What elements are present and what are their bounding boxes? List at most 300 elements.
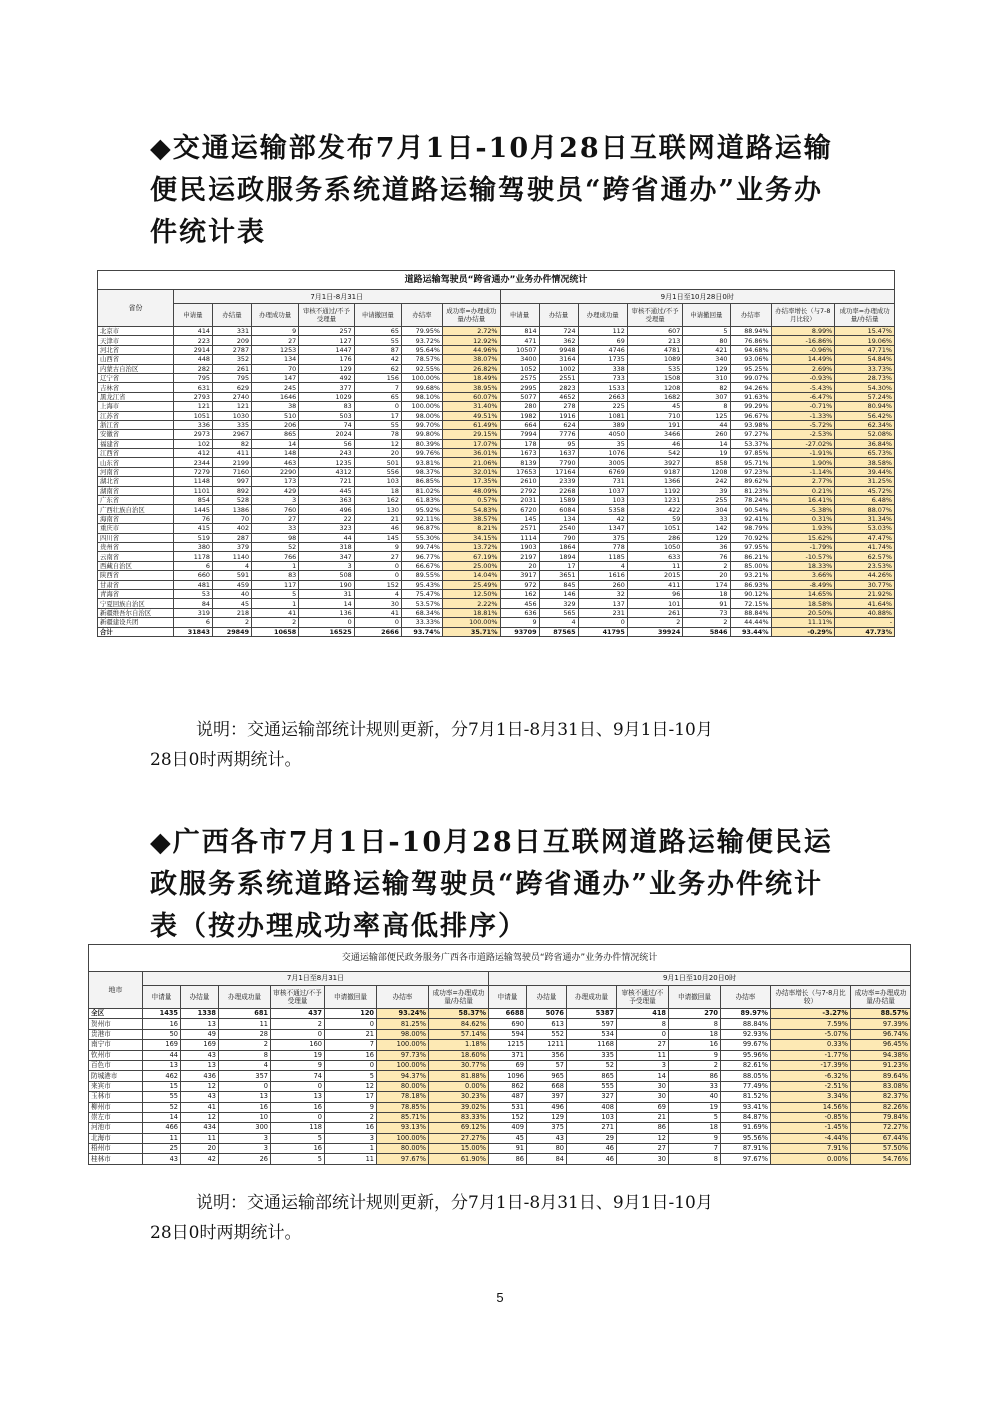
cell-value: 336 xyxy=(173,420,212,429)
row-label: 贺州市 xyxy=(89,1019,143,1029)
cell-value: 411 xyxy=(213,449,252,458)
cell-value: 471 xyxy=(500,336,539,345)
cell-value: 1051 xyxy=(173,411,212,420)
cell-value: 2 xyxy=(213,618,252,627)
cell-value: 31 xyxy=(299,589,354,598)
cell-value: 87.91% xyxy=(721,1144,771,1154)
cell-value: 97.85% xyxy=(730,449,771,458)
cell-value: 565 xyxy=(539,608,578,617)
cell-value: 18 xyxy=(669,1123,721,1133)
cell-value: 340 xyxy=(683,355,730,364)
cell-value: 415 xyxy=(173,524,212,533)
cell-value: 25 xyxy=(143,1144,181,1154)
cell-value: 594 xyxy=(489,1029,527,1039)
cell-value: 147 xyxy=(252,373,299,382)
cell-value: 766 xyxy=(252,552,299,561)
cell-value: 22 xyxy=(299,514,354,523)
cell-value: 542 xyxy=(627,449,682,458)
cell-value: 95.96% xyxy=(721,1050,771,1060)
cell-value: 858 xyxy=(683,458,730,467)
row-label: 玉林市 xyxy=(89,1092,143,1102)
cell-value: 55 xyxy=(354,420,401,429)
cell-value: 319 xyxy=(173,608,212,617)
cell-value: 129 xyxy=(299,364,354,373)
cell-value: 130 xyxy=(354,505,401,514)
cell-value: 134 xyxy=(539,514,578,523)
cell-value: 81.25% xyxy=(377,1019,429,1029)
cell-value: 32 xyxy=(578,589,627,598)
cell-value: 377 xyxy=(299,383,354,392)
column-header: 办结量 xyxy=(213,304,252,327)
cell-value: 2666 xyxy=(354,627,401,636)
cell-value: 93.21% xyxy=(730,571,771,580)
row-label: 内蒙古自治区 xyxy=(98,364,174,373)
cell-value: 174 xyxy=(683,580,730,589)
cell-value: 15.62% xyxy=(771,533,835,542)
row-label: 黑龙江省 xyxy=(98,392,174,401)
cell-value: 2740 xyxy=(213,392,252,401)
cell-value: 129 xyxy=(527,1112,567,1122)
cell-value: 1052 xyxy=(500,364,539,373)
row-label: 柳州市 xyxy=(89,1102,143,1112)
cell-value: 0 xyxy=(325,1019,377,1029)
cell-value: 0 xyxy=(271,1112,325,1122)
cell-value: 5 xyxy=(683,327,730,336)
cell-value: 459 xyxy=(213,580,252,589)
cell-value: 112 xyxy=(578,327,627,336)
cell-value: 14 xyxy=(617,1071,669,1081)
cell-value: 42 xyxy=(578,514,627,523)
cell-value: 613 xyxy=(527,1019,567,1029)
cell-value: 62.34% xyxy=(835,420,895,429)
cell-value: 5 xyxy=(325,1071,377,1081)
cell-value: 15.47% xyxy=(835,327,895,336)
cell-value: 501 xyxy=(354,458,401,467)
cell-value: -5.72% xyxy=(771,420,835,429)
table-row xyxy=(98,571,895,580)
cell-value: 16 xyxy=(219,1102,271,1112)
cell-value: 409 xyxy=(489,1123,527,1133)
row-label: 上海市 xyxy=(98,402,174,411)
cell-value: 307 xyxy=(683,392,730,401)
cell-value: 280 xyxy=(500,402,539,411)
cell-value: 60.07% xyxy=(443,392,501,401)
cell-value: 397 xyxy=(527,1092,567,1102)
cell-value: -5.07% xyxy=(771,1029,851,1039)
cell-value: 1253 xyxy=(252,345,299,354)
row-label: 宁夏回族自治区 xyxy=(98,599,174,608)
cell-value: 0 xyxy=(578,618,627,627)
cell-value: 11 xyxy=(627,561,682,570)
cell-value: 338 xyxy=(578,364,627,373)
cell-value: 10 xyxy=(219,1112,271,1122)
column-header: 办理成功量 xyxy=(567,986,617,1009)
cell-value: 865 xyxy=(567,1071,617,1081)
cell-value: 191 xyxy=(627,420,682,429)
cell-value: 1030 xyxy=(213,411,252,420)
cell-value: 38.58% xyxy=(835,458,895,467)
cell-value: 16 xyxy=(271,1102,325,1112)
cell-value: 10658 xyxy=(252,627,299,636)
cell-value: 664 xyxy=(500,420,539,429)
cell-value: 27 xyxy=(252,336,299,345)
cell-value: 74 xyxy=(299,420,354,429)
row-label: 河北省 xyxy=(98,345,174,354)
cell-value: 38 xyxy=(252,402,299,411)
cell-value: 2.72% xyxy=(443,327,501,336)
cell-value: 21 xyxy=(325,1029,377,1039)
cell-value: 72.15% xyxy=(730,599,771,608)
cell-value: 10507 xyxy=(500,345,539,354)
cell-value: - xyxy=(835,618,895,627)
cell-value: 84.62% xyxy=(429,1019,489,1029)
cell-value: 88.84% xyxy=(721,1019,771,1029)
table-row xyxy=(98,580,895,589)
cell-value: 54.84% xyxy=(835,355,895,364)
cell-value: 721 xyxy=(299,477,354,486)
cell-value: -8.49% xyxy=(771,580,835,589)
page-number: 5 xyxy=(496,1290,504,1305)
cell-value: 375 xyxy=(527,1123,567,1133)
cell-value: 85.71% xyxy=(377,1112,429,1122)
column-header: 申请撤回量 xyxy=(669,986,721,1009)
cell-value: 1081 xyxy=(578,411,627,420)
cell-value: 40.88% xyxy=(835,608,895,617)
cell-value: 1637 xyxy=(539,449,578,458)
cell-value: 597 xyxy=(567,1019,617,1029)
cell-value: 2 xyxy=(325,1112,377,1122)
cell-value: 2 xyxy=(252,618,299,627)
note-guangxi xyxy=(150,1188,850,1248)
cell-value: 0 xyxy=(325,1060,377,1070)
cell-value: 96.77% xyxy=(401,552,442,561)
row-label: 钦州市 xyxy=(89,1050,143,1060)
table-row xyxy=(98,533,895,542)
cell-value: 552 xyxy=(527,1029,567,1039)
table-row xyxy=(89,1050,911,1060)
cell-value: -0.93% xyxy=(771,373,835,382)
cell-value: 0.00% xyxy=(429,1081,489,1091)
cell-value: 65 xyxy=(354,327,401,336)
cell-value: 1029 xyxy=(299,392,354,401)
cell-value: 8 xyxy=(617,1019,669,1029)
cell-value: 82.61% xyxy=(721,1060,771,1070)
cell-value: 1894 xyxy=(539,552,578,561)
cell-value: 31.34% xyxy=(835,514,895,523)
cell-value: 12 xyxy=(325,1081,377,1091)
cell-value: 6.48% xyxy=(835,496,895,505)
cell-value: -1.79% xyxy=(771,542,835,551)
cell-value: 83 xyxy=(299,402,354,411)
note-national-line2: 28日0时两期统计。 xyxy=(150,750,302,770)
row-label: 广东省 xyxy=(98,496,174,505)
cell-value: 81.88% xyxy=(429,1071,489,1081)
cell-value: 125 xyxy=(683,411,730,420)
cell-value: 29849 xyxy=(213,627,252,636)
table-row xyxy=(98,599,895,608)
cell-value: 99.68% xyxy=(401,383,442,392)
cell-value: 58.37% xyxy=(429,1009,489,1019)
row-label: 全区 xyxy=(89,1009,143,1019)
table-row xyxy=(98,430,895,439)
cell-value: 9 xyxy=(271,1060,325,1070)
cell-value: 44 xyxy=(299,533,354,542)
row-label: 浙江省 xyxy=(98,420,174,429)
cell-value: 98.37% xyxy=(401,467,442,476)
cell-value: -3.27% xyxy=(771,1009,851,1019)
cell-value: 0.33% xyxy=(771,1040,851,1050)
cell-value: 11 xyxy=(325,1154,377,1164)
cell-value: 41795 xyxy=(578,627,627,636)
column-header: 办结量 xyxy=(181,986,219,1009)
cell-value: 2199 xyxy=(213,458,252,467)
row-label: 南宁市 xyxy=(89,1040,143,1050)
cell-value: 1114 xyxy=(500,533,539,542)
row-label: 新疆维吾尔自治区 xyxy=(98,608,174,617)
cell-value: 78.57% xyxy=(401,355,442,364)
cell-value: 11.11% xyxy=(771,618,835,627)
cell-value: 724 xyxy=(539,327,578,336)
cell-value: 14 xyxy=(683,439,730,448)
table-row xyxy=(98,383,895,392)
cell-value: 3400 xyxy=(500,355,539,364)
cell-value: 103 xyxy=(578,496,627,505)
table-row xyxy=(89,1029,911,1039)
cell-value: 93.13% xyxy=(377,1123,429,1133)
cell-value: 97.95% xyxy=(730,542,771,551)
cell-value: 2610 xyxy=(500,477,539,486)
cell-value: 481 xyxy=(173,580,212,589)
row-label: 新疆建设兵团 xyxy=(98,618,174,627)
cell-value: 18 xyxy=(669,1029,721,1039)
cell-value: 2995 xyxy=(500,383,539,392)
cell-value: 6720 xyxy=(500,505,539,514)
cell-value: 19.06% xyxy=(835,336,895,345)
cell-value: 18.60% xyxy=(429,1050,489,1060)
cell-value: 21 xyxy=(617,1112,669,1122)
cell-value: 1211 xyxy=(527,1040,567,1050)
cell-value: 591 xyxy=(213,571,252,580)
cell-value: 11 xyxy=(219,1019,271,1029)
cell-value: 2 xyxy=(683,618,730,627)
cell-value: 492 xyxy=(299,373,354,382)
cell-value: 65.73% xyxy=(835,449,895,458)
column-header: 审核不通过/不予受理量 xyxy=(299,304,354,327)
cell-value: 1916 xyxy=(539,411,578,420)
cell-value: 86.85% xyxy=(401,477,442,486)
cell-value: 99.74% xyxy=(401,542,442,551)
cell-value: 80.39% xyxy=(401,439,442,448)
cell-value: 27 xyxy=(354,552,401,561)
cell-value: 59 xyxy=(627,514,682,523)
cell-value: 91 xyxy=(683,599,730,608)
cell-value: 43 xyxy=(527,1133,567,1143)
cell-value: 100.00% xyxy=(377,1060,429,1070)
cell-value: 30.77% xyxy=(835,580,895,589)
cell-value: 2.22% xyxy=(443,599,501,608)
cell-value: 323 xyxy=(299,524,354,533)
cell-value: 418 xyxy=(617,1009,669,1019)
row-label: 河池市 xyxy=(89,1123,143,1133)
cell-value: 42 xyxy=(181,1154,219,1164)
cell-value: 1735 xyxy=(578,355,627,364)
cell-value: 70.92% xyxy=(730,533,771,542)
cell-value: 1148 xyxy=(173,477,212,486)
cell-value: 347 xyxy=(299,552,354,561)
cell-value: 88.05% xyxy=(721,1071,771,1081)
cell-value: 79.95% xyxy=(401,327,442,336)
cell-value: 9187 xyxy=(627,467,682,476)
cell-value: 102 xyxy=(173,439,212,448)
cell-value: 3 xyxy=(299,561,354,570)
cell-value: 0 xyxy=(271,1081,325,1091)
cell-value: 9 xyxy=(669,1050,721,1060)
cell-value: 93.81% xyxy=(401,458,442,467)
cell-value: 2571 xyxy=(500,524,539,533)
cell-value: 73 xyxy=(683,608,730,617)
cell-value: 75.47% xyxy=(401,589,442,598)
cell-value: 87565 xyxy=(539,627,578,636)
cell-value: 67.19% xyxy=(443,552,501,561)
cell-value: 30 xyxy=(617,1092,669,1102)
cell-value: 997 xyxy=(213,477,252,486)
cell-value: 99.07% xyxy=(730,373,771,382)
cell-value: 62 xyxy=(354,364,401,373)
cell-value: 93.41% xyxy=(721,1102,771,1112)
cell-value: 2540 xyxy=(539,524,578,533)
cell-value: 136 xyxy=(299,608,354,617)
cell-value: 12 xyxy=(354,439,401,448)
cell-value: -0.96% xyxy=(771,345,835,354)
cell-value: 1386 xyxy=(213,505,252,514)
cell-value: 57.14% xyxy=(429,1029,489,1039)
cell-value: 98 xyxy=(252,533,299,542)
cell-value: 965 xyxy=(527,1071,567,1081)
cell-value: -0.29% xyxy=(771,627,835,636)
column-header: 申请量 xyxy=(173,304,212,327)
cell-value: 318 xyxy=(299,542,354,551)
table1-period2-header: 9月1日至10月28日0时 xyxy=(500,290,895,304)
cell-value: 30 xyxy=(617,1154,669,1164)
cell-value: 53 xyxy=(173,589,212,598)
cell-value: 95.56% xyxy=(721,1133,771,1143)
cell-value: -5.43% xyxy=(771,383,835,392)
cell-value: 92.55% xyxy=(401,364,442,373)
cell-value: 29.15% xyxy=(443,430,501,439)
cell-value: 1002 xyxy=(539,364,578,373)
cell-value: 16 xyxy=(669,1040,721,1050)
cell-value: 103 xyxy=(354,477,401,486)
cell-value: 1208 xyxy=(627,383,682,392)
cell-value: 27 xyxy=(252,514,299,523)
cell-value: 14.65% xyxy=(771,589,835,598)
cell-value: 52 xyxy=(252,542,299,551)
cell-value: 20 xyxy=(181,1144,219,1154)
cell-value: 2339 xyxy=(539,477,578,486)
cell-value: 814 xyxy=(500,327,539,336)
cell-value: 67.44% xyxy=(851,1133,911,1143)
cell-value: 5077 xyxy=(500,392,539,401)
cell-value: 76 xyxy=(683,552,730,561)
cell-value: 862 xyxy=(489,1081,527,1091)
column-header: 办理成功量 xyxy=(252,304,299,327)
cell-value: 1.90% xyxy=(771,458,835,467)
table1-title: 道路运输驾驶员“跨省通办”业务办件情况统计 xyxy=(98,271,895,290)
cell-value: 3005 xyxy=(578,458,627,467)
cell-value: 36.84% xyxy=(835,439,895,448)
cell-value: 33 xyxy=(683,514,730,523)
cell-value: 96.74% xyxy=(851,1029,911,1039)
cell-value: 69 xyxy=(578,336,627,345)
cell-value: 2967 xyxy=(213,430,252,439)
cell-value: 854 xyxy=(173,496,212,505)
cell-value: 69.12% xyxy=(429,1123,489,1133)
cell-value: 83.33% xyxy=(429,1112,489,1122)
cell-value: -17.39% xyxy=(771,1060,851,1070)
cell-value: 7279 xyxy=(173,467,212,476)
cell-value: 1037 xyxy=(578,486,627,495)
table-row xyxy=(89,1112,911,1122)
cell-value: 795 xyxy=(173,373,212,382)
table1-period1-header: 7月1日-8月31日 xyxy=(173,290,500,304)
cell-value: 29 xyxy=(567,1133,617,1143)
cell-value: 362 xyxy=(539,336,578,345)
cell-value: 17164 xyxy=(539,467,578,476)
cell-value: 2 xyxy=(669,1060,721,1070)
column-header: 审核不通过/不予受理量 xyxy=(627,304,682,327)
cell-value: 448 xyxy=(173,355,212,364)
row-label: 湖北省 xyxy=(98,477,174,486)
cell-value: 17 xyxy=(539,561,578,570)
cell-value: 97.67% xyxy=(721,1154,771,1164)
cell-value: 82.37% xyxy=(851,1092,911,1102)
cell-value: 78.18% xyxy=(377,1092,429,1102)
cell-value: -2.53% xyxy=(771,430,835,439)
row-label: 广西壮族自治区 xyxy=(98,505,174,514)
cell-value: 86 xyxy=(617,1123,669,1133)
cell-value: 1208 xyxy=(683,467,730,476)
cell-value: 152 xyxy=(489,1112,527,1122)
cell-value: 0 xyxy=(617,1029,669,1039)
cell-value: 8.21% xyxy=(443,524,501,533)
cell-value: 94.26% xyxy=(730,383,771,392)
cell-value: 56.42% xyxy=(835,411,895,420)
cell-value: 23.53% xyxy=(835,561,895,570)
cell-value: 9 xyxy=(669,1133,721,1143)
cell-value: 1435 xyxy=(143,1009,181,1019)
row-label: 来宾市 xyxy=(89,1081,143,1091)
cell-value: 7.59% xyxy=(771,1019,851,1029)
cell-value: 17 xyxy=(354,411,401,420)
row-label: 天津市 xyxy=(98,336,174,345)
table2-period1-header: 7月1日至8月31日 xyxy=(143,972,489,986)
cell-value: 1445 xyxy=(173,505,212,514)
guangxi-stats-table-container xyxy=(88,944,910,1165)
cell-value: 57.24% xyxy=(835,392,895,401)
cell-value: 86.21% xyxy=(730,552,771,561)
cell-value: 21 xyxy=(354,514,401,523)
cell-value: 21.92% xyxy=(835,589,895,598)
cell-value: 2 xyxy=(271,1019,325,1029)
cell-value: 335 xyxy=(213,420,252,429)
cell-value: 21.06% xyxy=(443,458,501,467)
cell-value: 710 xyxy=(627,411,682,420)
table-row xyxy=(98,561,895,570)
cell-value: 90.54% xyxy=(730,505,771,514)
cell-value: 99.76% xyxy=(401,449,442,458)
cell-value: 4 xyxy=(354,589,401,598)
cell-value: 7 xyxy=(325,1040,377,1050)
